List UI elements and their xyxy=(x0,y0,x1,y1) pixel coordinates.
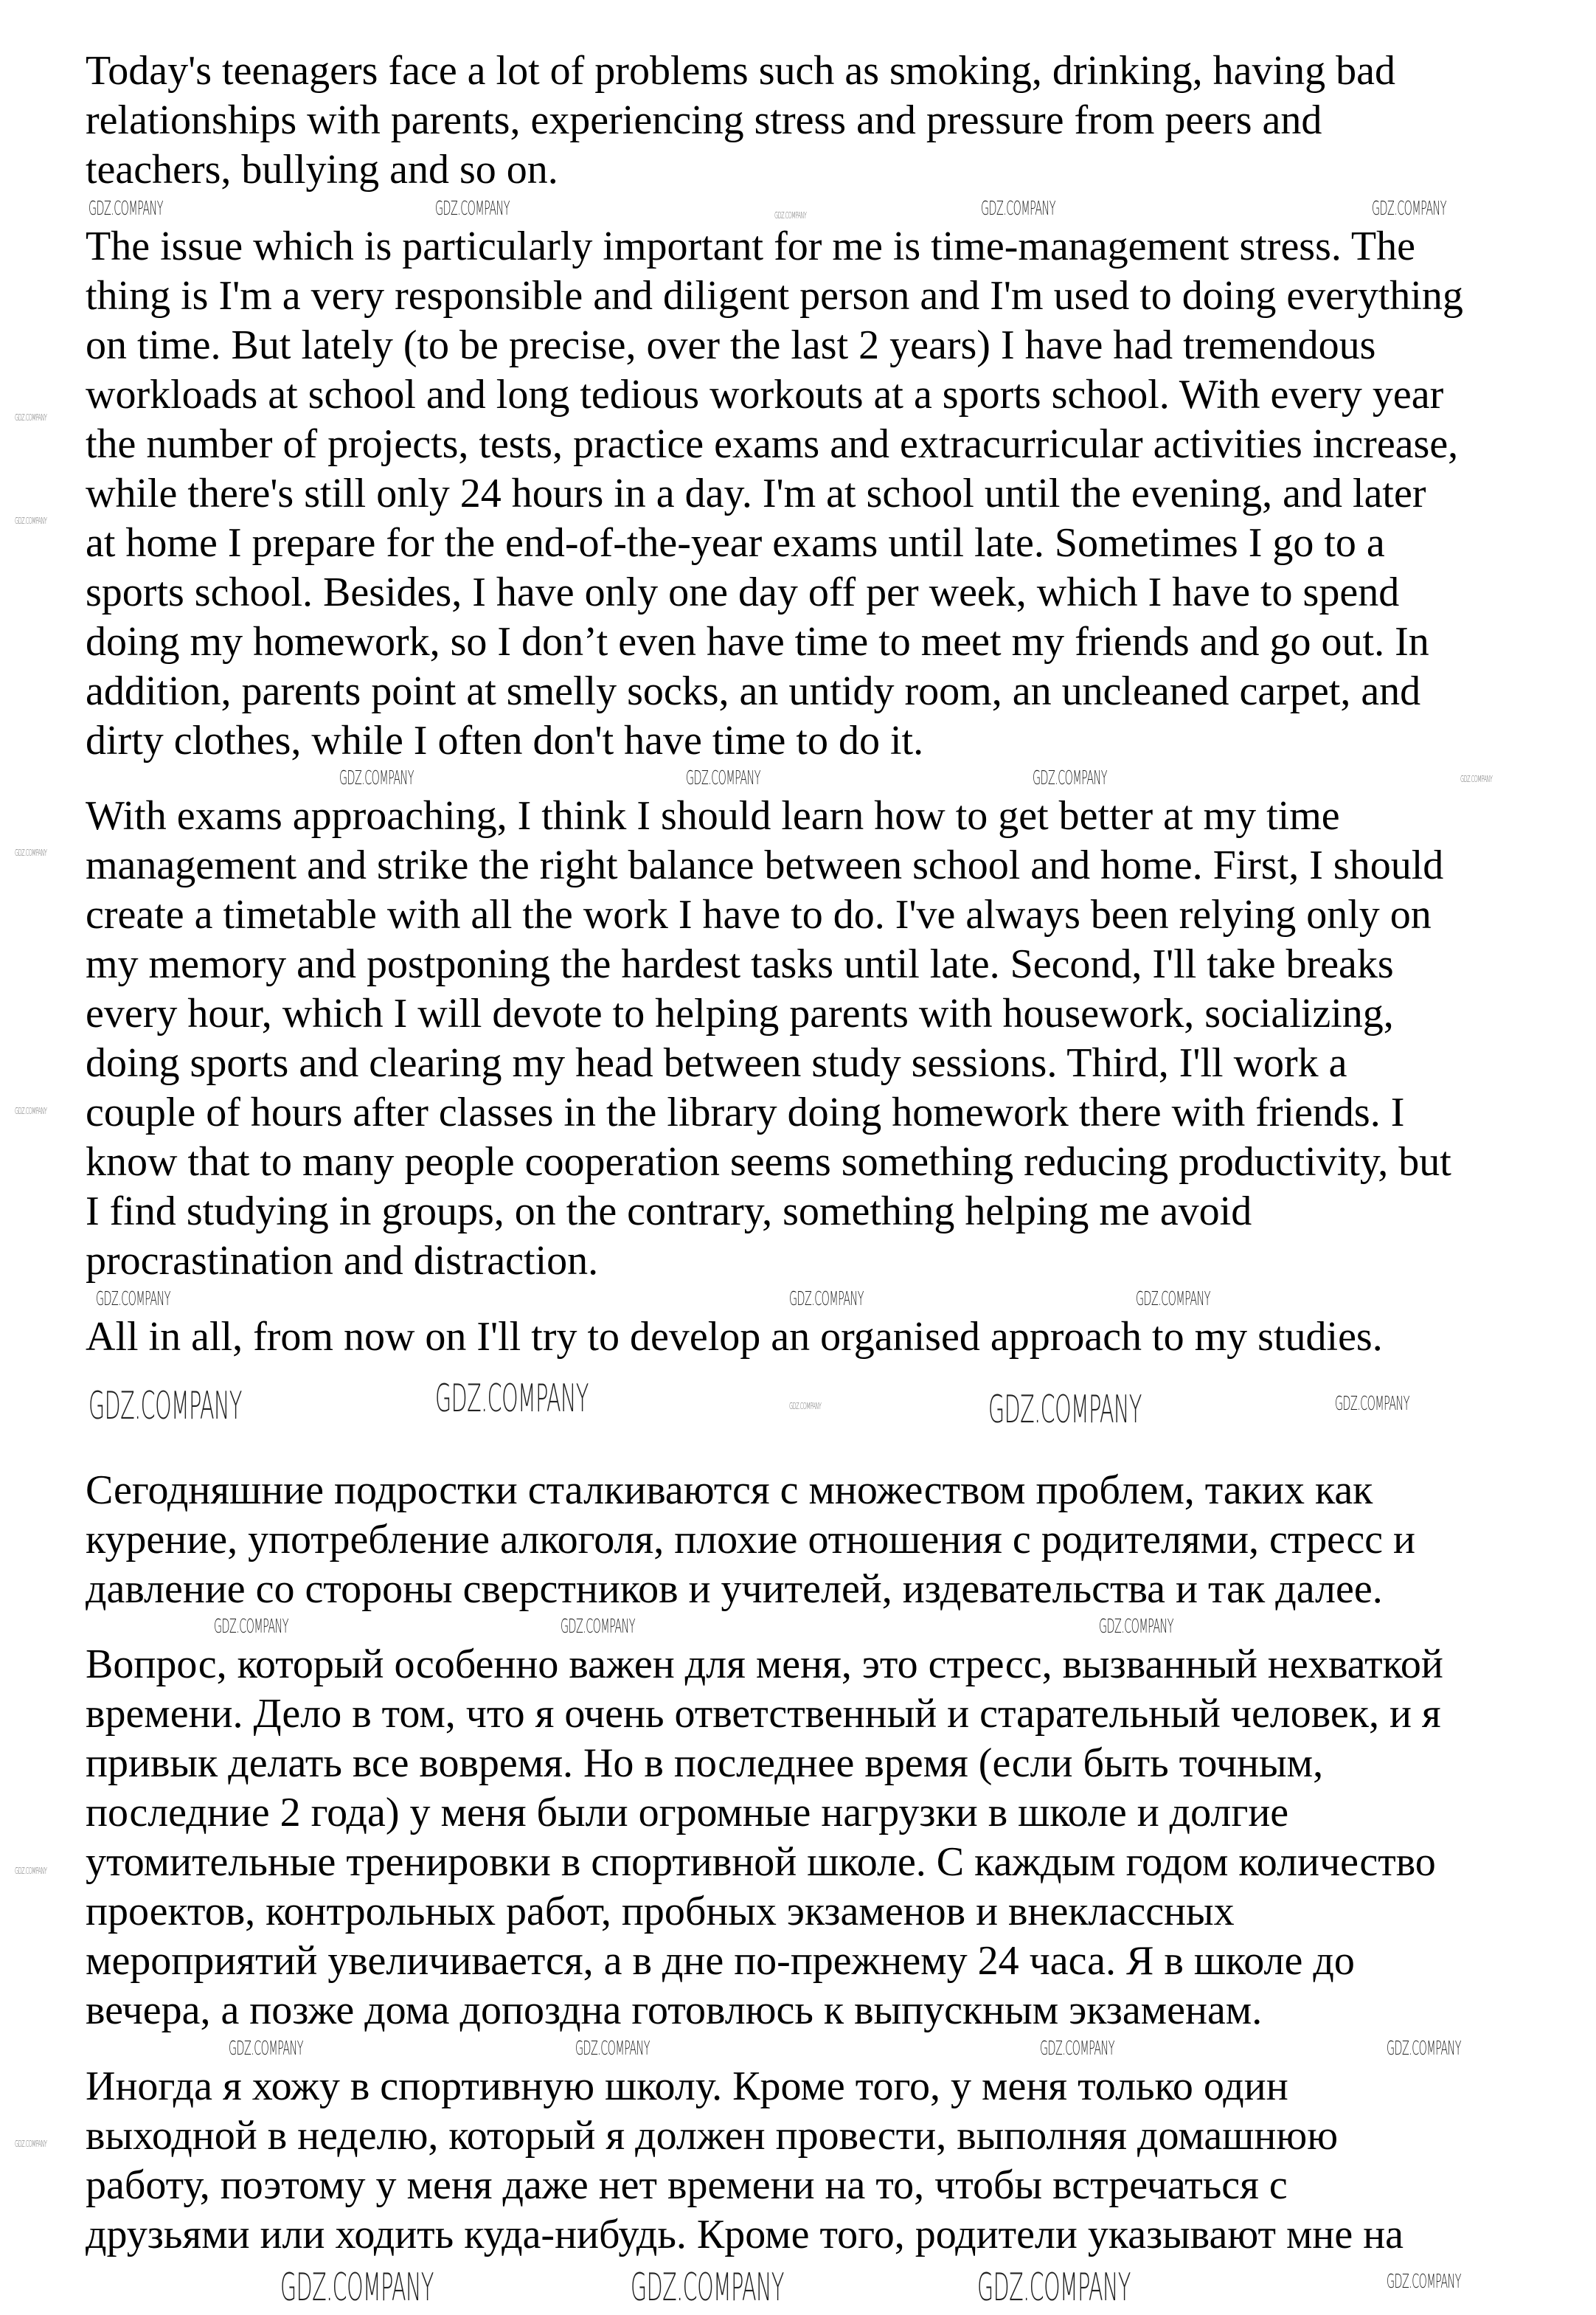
watermark-text: GDZ.COMPANY xyxy=(280,2266,434,2310)
watermark-text: GDZ.COMPANY xyxy=(1335,1393,1409,1415)
paragraph xyxy=(86,1312,1383,1362)
watermark-text: GDZ.COMPANY xyxy=(774,210,807,221)
watermark-text: GDZ.COMPANY xyxy=(15,1106,47,1116)
watermark-text: GDZ.COMPANY xyxy=(789,1401,822,1411)
text-line: thing is I'm a very responsible and diligent person and I'm used to doing everything xyxy=(86,273,1463,319)
text-line: addition, parents point at smelly socks, an untidy room, an uncleaned carpet, and xyxy=(86,668,1421,714)
text-line: relationships with parents, experiencing stress and pressure from peers and xyxy=(86,97,1322,143)
text-line: doing my homework, so I don’t even have time to meet my friends and go out. In xyxy=(86,619,1429,665)
text-line: teachers, bullying and so on. xyxy=(86,147,558,193)
text-line: couple of hours after classes in the library doing homework there with friends. I xyxy=(86,1090,1405,1135)
watermark-text: GDZ.COMPANY xyxy=(686,767,760,789)
text-line: dirty clothes, while I often don't have time to do it. xyxy=(86,718,924,764)
text-line: doing sports and clearing my head between study sessions. Third, I'll work a xyxy=(86,1040,1347,1086)
watermark-text: GDZ.COMPANY xyxy=(789,1288,864,1310)
watermark-text: GDZ.COMPANY xyxy=(988,1388,1142,1432)
paragraph xyxy=(86,1466,1415,1614)
text-line: Иногда я хожу в спортивную школу. Кроме того, у меня только один xyxy=(86,2063,1288,2109)
text-line: know that to many people cooperation seems something reducing productivity, but xyxy=(86,1139,1451,1185)
text-line: проектов, контрольных работ, пробных экзаменов и внеклассных xyxy=(86,1889,1235,1934)
watermark-text: GDZ.COMPANY xyxy=(575,2038,650,2060)
text-line: давление со стороны сверстников и учителей, издевательства и так далее. xyxy=(86,1566,1383,1612)
watermark-text: GDZ.COMPANY xyxy=(96,1288,170,1310)
paragraph xyxy=(86,222,1463,766)
text-line: привык делать все вовремя. Но в последнее время (если быть точным, xyxy=(86,1740,1324,1786)
text-line: With exams approaching, I think I should learn how to get better at my time xyxy=(86,793,1340,839)
watermark-text: GDZ.COMPANY xyxy=(631,2266,784,2310)
text-line: I find studying in groups, on the contrary, something helping me avoid xyxy=(86,1188,1252,1234)
watermark-text: GDZ.COMPANY xyxy=(89,198,163,220)
watermark-text: GDZ.COMPANY xyxy=(435,1377,589,1421)
text-line: Сегодняшние подростки сталкиваются с множеством проблем, таких как xyxy=(86,1467,1373,1513)
paragraph xyxy=(86,46,1395,195)
text-line: at home I prepare for the end-of-the-year exams until late. Sometimes I go to a xyxy=(86,520,1385,566)
paragraph xyxy=(86,792,1451,1286)
watermark-text: GDZ.COMPANY xyxy=(1460,774,1493,784)
watermark-text: GDZ.COMPANY xyxy=(1387,2271,1461,2293)
watermark-text: GDZ.COMPANY xyxy=(15,1866,47,1876)
text-line: management and strike the right balance between school and home. First, I should xyxy=(86,842,1444,888)
text-line: мероприятий увеличивается, а в дне по-прежнему 24 часа. Я в школе до xyxy=(86,1938,1355,1984)
watermark-text: GDZ.COMPANY xyxy=(435,198,510,220)
watermark-text: GDZ.COMPANY xyxy=(1033,767,1107,789)
text-line: времени. Дело в том, что я очень ответственный и старательный человек, и я xyxy=(86,1691,1441,1737)
text-line: create a timetable with all the work I have to do. I've always been relying only on xyxy=(86,892,1432,938)
text-line: вечера, а позже дома допоздна готовлюсь к выпускным экзаменам. xyxy=(86,1987,1263,2033)
text-line: my memory and postponing the hardest tasks until late. Second, I'll take breaks xyxy=(86,941,1394,987)
watermark-text: GDZ.COMPANY xyxy=(1040,2038,1114,2060)
text-line: выходной в неделю, который я должен провести, выполняя домашнюю xyxy=(86,2113,1339,2159)
text-line: workloads at school and long tedious workouts at a sports school. With every year xyxy=(86,372,1444,418)
text-line: All in all, from now on I'll try to develop an organised approach to my studies. xyxy=(86,1314,1383,1360)
watermark-text: GDZ.COMPANY xyxy=(89,1384,242,1428)
text-line: the number of projects, tests, practice exams and extracurricular activities increase, xyxy=(86,421,1459,467)
watermark-text: GDZ.COMPANY xyxy=(981,198,1055,220)
watermark-text: GDZ.COMPANY xyxy=(1372,198,1446,220)
watermark-text: GDZ.COMPANY xyxy=(339,767,414,789)
watermark-text: GDZ.COMPANY xyxy=(977,2266,1131,2310)
watermark-text: GDZ.COMPANY xyxy=(229,2038,303,2060)
text-line: Today's teenagers face a lot of problems such as smoking, drinking, having bad xyxy=(86,48,1395,94)
paragraph xyxy=(86,1640,1443,2035)
watermark-text: GDZ.COMPANY xyxy=(15,848,47,858)
text-line: последние 2 года) у меня были огромные нагрузки в школе и долгие xyxy=(86,1790,1289,1835)
watermark-text: GDZ.COMPANY xyxy=(15,2139,47,2149)
text-line: Вопрос, который особенно важен для меня, это стресс, вызванный нехваткой xyxy=(86,1641,1443,1687)
watermark-text: GDZ.COMPANY xyxy=(214,1616,288,1638)
text-line: друзьями или ходить куда-нибудь. Кроме того, родители указывают мне на xyxy=(86,2212,1404,2257)
text-line: procrastination and distraction. xyxy=(86,1238,599,1284)
text-line: while there's still only 24 hours in a day. I'm at school until the evening, and later xyxy=(86,471,1426,516)
text-line: every hour, which I will devote to helping parents with housework, socializing, xyxy=(86,991,1394,1037)
text-line: курение, употребление алкоголя, плохие отношения с родителями, стресс и xyxy=(86,1517,1415,1563)
paragraph xyxy=(86,2062,1404,2260)
watermark-text: GDZ.COMPANY xyxy=(1099,1616,1173,1638)
text-line: The issue which is particularly important for me is time-management stress. The xyxy=(86,224,1415,269)
watermark-text: GDZ.COMPANY xyxy=(15,412,47,423)
watermark-text: GDZ.COMPANY xyxy=(1387,2038,1461,2060)
text-line: работу, поэтому у меня даже нет времени на то, чтобы встречаться с xyxy=(86,2162,1288,2208)
watermark-text: GDZ.COMPANY xyxy=(15,516,47,526)
text-line: утомительные тренировки в спортивной школе. С каждым годом количество xyxy=(86,1839,1436,1885)
watermark-text: GDZ.COMPANY xyxy=(1136,1288,1210,1310)
text-line: on time. But lately (to be precise, over the last 2 years) I have had tremendous xyxy=(86,322,1376,368)
watermark-text: GDZ.COMPANY xyxy=(561,1616,635,1638)
text-line: sports school. Besides, I have only one day off per week, which I have to spend xyxy=(86,570,1400,615)
